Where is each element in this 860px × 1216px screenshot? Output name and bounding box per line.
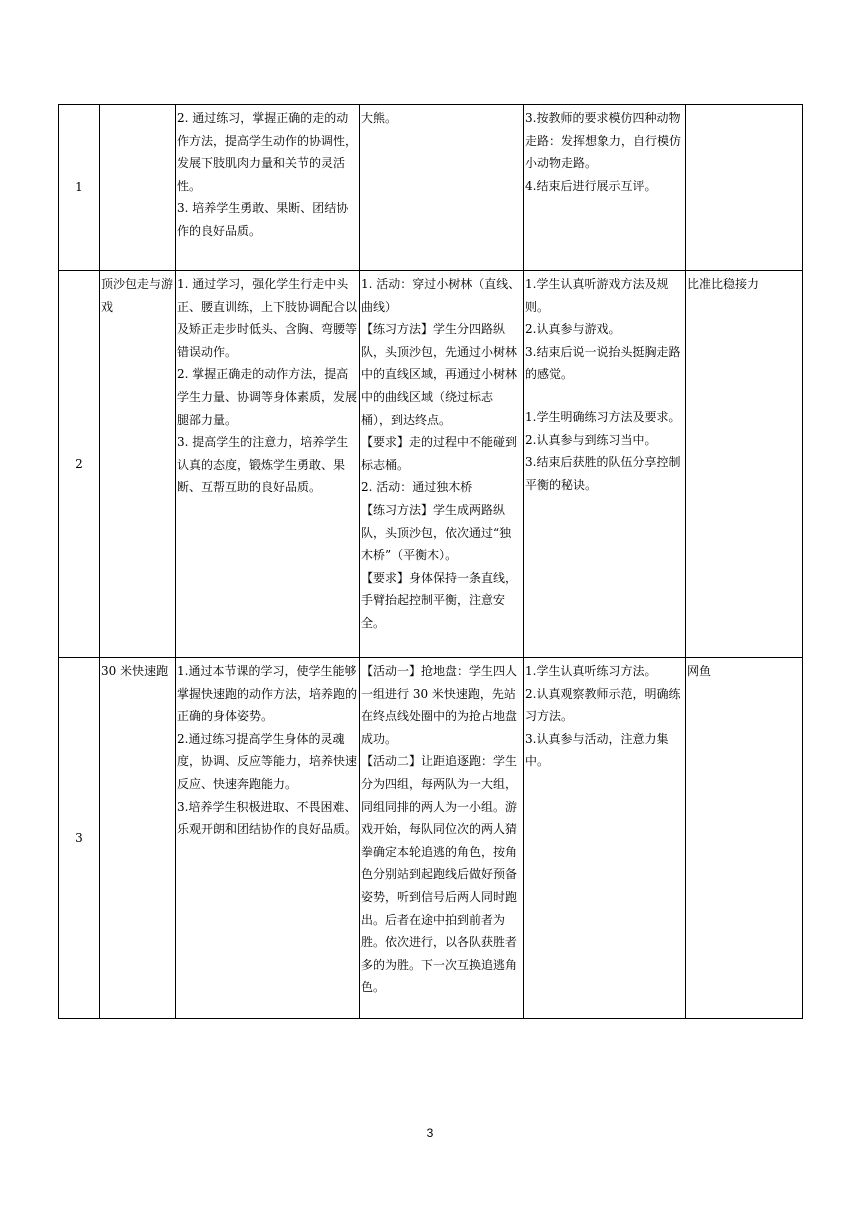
- goals-cell: [176, 658, 360, 1019]
- goal-text: 3. 提高学生的注意力，培养学生认真的态度，锻炼学生勇敢、果断、互帮互助的良好品质。: [177, 435, 349, 495]
- student-cell: [524, 658, 686, 1019]
- goal-text: 2. 通过练习，掌握正确的走的动作方法，提高学生动作的协调性，发展下肢肌肉力量和关节的灵活性。: [177, 111, 358, 193]
- student-cell: [524, 271, 686, 658]
- row-number: 3: [59, 658, 100, 1019]
- game-cell: 网鱼: [686, 658, 803, 1019]
- content-text: 【要求】走的过程中不能碰到标志桶。: [361, 435, 518, 472]
- goal-text: 2. 掌握正确走的动作方法，提高学生力量、协调等身体素质，发展腿部力量。: [177, 367, 358, 427]
- goal-text: 1. 通过学习，强化学生行走中头正、腰直训练，上下肢协调配合以及矫正走步时低头、含胸、弯腰等错误动作。: [177, 277, 358, 359]
- student-cell: [524, 105, 686, 271]
- goal-text: 1.通过本节课的学习，使学生能够掌握快速跑的动作方法，培养跑的正确的身体姿势。: [177, 664, 358, 724]
- goals-cell: [176, 105, 360, 271]
- lesson-plan-table: [58, 104, 803, 1019]
- content-cell: [360, 105, 524, 271]
- content-cell: [360, 271, 524, 658]
- content-text: 1. 活动：穿过小树林（直线、曲线）: [361, 277, 521, 314]
- content-text: 【活动二】让距追逐跑：学生分为四组，每两队为一大组，同组同排的两人为一小组。游戏开始，每队同位次的两人猜拳确定本轮追逃的角色，按角色分别站到起跑线后做好预备姿势，听到信号后两人同时跑出。后者在途中拍到前者为胜。依次进行，以各队获胜者多的为胜。下一次互换追逃角色。: [361, 754, 518, 995]
- spacer: [525, 386, 684, 406]
- goals-cell: [176, 271, 360, 658]
- content-text: 【练习方法】学生成两路纵队，头顶沙包，依次通过“独木桥”（平衡木）。: [361, 502, 512, 563]
- page-number: 3: [426, 1126, 434, 1140]
- goal-text: 2.通过练习提高学生身体的灵魂度，协调、反应等能力，培养快速反应、快速奔跑能力。: [177, 731, 358, 791]
- student-text: 3.结束后获胜的队伍分享控制平衡的秘诀。: [525, 455, 681, 492]
- student-text: 1.学生认真听练习方法。: [525, 664, 657, 678]
- table-row: [59, 105, 803, 271]
- row-title: 30 米快速跑: [100, 658, 176, 1019]
- table-row: [59, 658, 803, 1019]
- game-cell: 比准比稳接力: [686, 271, 803, 658]
- student-text: 3.认真参与活动，注意力集中。: [525, 731, 669, 769]
- row-title: 顶沙包走与游戏: [100, 271, 176, 658]
- table-row: [59, 271, 803, 658]
- student-text: 1.学生明确练习方法及要求。: [525, 409, 681, 424]
- content-text: 2. 活动：通过独木桥: [361, 480, 473, 495]
- student-text: 4.结束后进行展示互评。: [525, 178, 657, 193]
- student-text: 2.认真参与游戏。: [525, 322, 621, 337]
- student-text: 3.结束后说一说抬头挺胸走路的感觉。: [525, 344, 681, 382]
- goal-text: 3.培养学生积极进取、不畏困难、乐观开朗和团结协作的良好品质。: [177, 799, 358, 837]
- student-text: 1.学生认真听游戏方法及规则。: [525, 277, 669, 314]
- game-cell: [686, 105, 803, 271]
- row-title: [100, 105, 176, 271]
- content-text: 【练习方法】学生分四路纵队，头顶沙包，先通过小树林中的直线区域，再通过小树林中的曲线区域（绕过标志桶），到达终点。: [361, 322, 518, 427]
- content-text: 【活动一】抢地盘：学生四人一组进行 30 米快速跑，先站在终点线处圈中的为抢占地盘成功。: [361, 664, 518, 746]
- student-text: 2.认真参与到练习当中。: [525, 432, 657, 447]
- student-text: 2.认真观察教师示范，明确练习方法。: [525, 686, 681, 724]
- row-number: 1: [59, 105, 100, 271]
- content-cell: [360, 658, 524, 1019]
- content-text: 大熊。: [361, 111, 398, 125]
- content-text: 【要求】身体保持一条直线，手臂抬起控制平衡，注意安全。: [361, 570, 518, 630]
- row-number: 2: [59, 271, 100, 658]
- goal-text: 3. 培养学生勇敢、果断、团结协作的良好品质。: [177, 201, 349, 238]
- student-text: 3.按教师的要求模仿四种动物走路：发挥想象力，自行模仿小动物走路。: [525, 111, 682, 171]
